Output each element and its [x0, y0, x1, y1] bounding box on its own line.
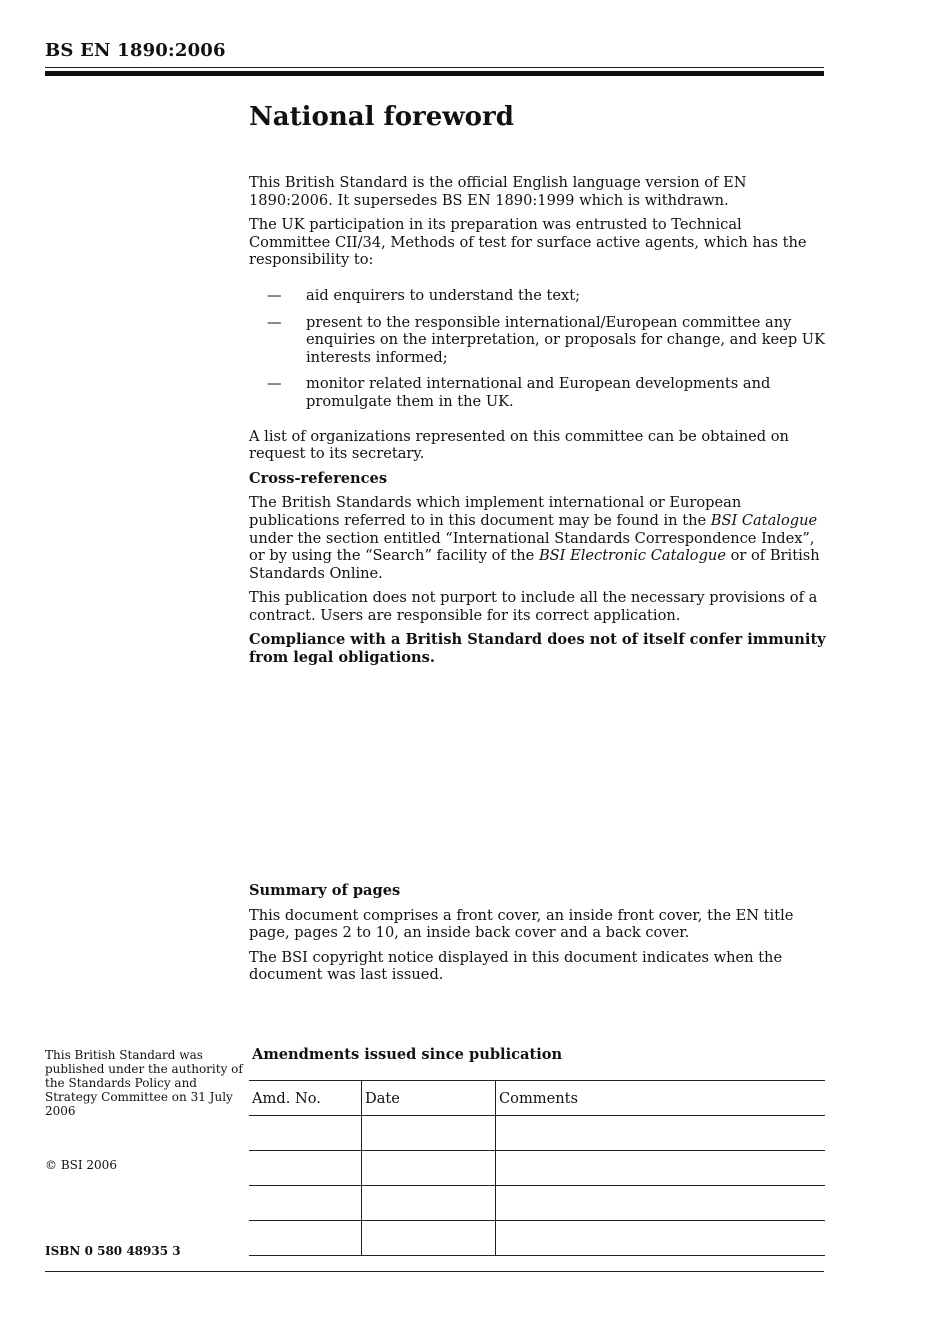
- dash-bullet: —: [267, 286, 282, 304]
- column-header-comments: Comments: [496, 1081, 826, 1116]
- footer-rule: [45, 1271, 824, 1272]
- responsibility-list: [249, 287, 827, 411]
- amendments-title: Amendments issued since publication: [252, 1046, 563, 1063]
- disclaimer-paragraph: This publication does not purport to include all the necessary provisions of a contract. Users are responsible for its correct application.: [249, 589, 818, 624]
- table-row: [249, 1116, 825, 1151]
- list-item-text: monitor related international and European developments and promulgate them in the UK.: [306, 375, 771, 410]
- compliance-statement: Compliance with a British Standard does not of itself confer immunity from legal obligations.: [249, 631, 826, 667]
- header-rule-thin: [45, 67, 824, 68]
- committee-paragraph: The UK participation in its preparation was entrusted to Technical Committee CII/34, Methods of test for surface active agents, which has the responsibility to:: [249, 216, 807, 269]
- cross-references-paragraph: [249, 494, 827, 582]
- table-cell: [496, 1221, 826, 1256]
- list-item: [249, 375, 827, 410]
- cross-ref-text: or of British Standards Online.: [249, 547, 820, 582]
- column-header-date: Date: [362, 1081, 496, 1116]
- summary-heading: Summary of pages: [249, 882, 401, 899]
- cross-references-heading: Cross-references: [249, 469, 388, 487]
- dash-bullet: —: [267, 313, 282, 331]
- header-rule-thick: [45, 71, 824, 76]
- table-cell: [496, 1151, 826, 1186]
- copyright-line: © BSI 2006: [45, 1158, 117, 1172]
- table-cell: [249, 1221, 362, 1256]
- table-header-row: [249, 1081, 825, 1116]
- list-item-text: present to the responsible international/European committee any enquiries on the interpretation, or proposals for change, and keep UK interests informed;: [306, 313, 826, 366]
- summary-of-pages-section: [249, 882, 827, 991]
- national-foreword-section: [249, 100, 827, 674]
- table-cell: [362, 1151, 496, 1186]
- table-cell: [496, 1116, 826, 1151]
- column-header-amd-no: Amd. No.: [249, 1081, 362, 1116]
- table-row: [249, 1186, 825, 1221]
- copyright-notice-paragraph: The BSI copyright notice displayed in this document indicates when the document was last issued.: [249, 948, 783, 984]
- committee-list-paragraph: A list of organizations represented on this committee can be obtained on request to its secretary.: [249, 427, 789, 463]
- table-cell: [249, 1116, 362, 1151]
- table-cell: [249, 1186, 362, 1221]
- intro-paragraph: This British Standard is the official English language version of EN 1890:2006. It supersedes BS EN 1890:1999 which is withdrawn.: [249, 174, 747, 209]
- table-cell: [249, 1151, 362, 1186]
- dash-bullet: —: [267, 375, 282, 393]
- table-cell: [362, 1116, 496, 1151]
- isbn: ISBN 0 580 48935 3: [45, 1244, 181, 1258]
- amendments-table: [249, 1080, 825, 1256]
- page-title: National foreword: [249, 102, 514, 132]
- bsi-catalogue-ref: BSI Catalogue: [710, 511, 818, 529]
- bsi-electronic-catalogue-ref: BSI Electronic Catalogue: [538, 547, 726, 565]
- list-item: [249, 314, 827, 367]
- table-cell: [496, 1186, 826, 1221]
- publication-note: This British Standard was published under the authority of the Standards Policy and Strategy Committee on 31 July 2006: [45, 1048, 243, 1118]
- cross-ref-text: The British Standards which implement international or European publications referred to in this document may be found in the: [249, 494, 742, 529]
- table-cell: [362, 1221, 496, 1256]
- cross-ref-text: under the section entitled “International Standards Correspondence Index”, or by using the “Search” facility of the: [249, 529, 815, 565]
- document-id: BS EN 1890:2006: [45, 40, 226, 61]
- list-item: [249, 287, 827, 305]
- list-item-text: aid enquirers to understand the text;: [306, 286, 581, 304]
- table-row: [249, 1221, 825, 1256]
- table-row: [249, 1151, 825, 1186]
- table-cell: [362, 1186, 496, 1221]
- summary-paragraph: This document comprises a front cover, an inside front cover, the EN title page, pages 2 to 10, an inside back cover and a back cover.: [249, 906, 794, 942]
